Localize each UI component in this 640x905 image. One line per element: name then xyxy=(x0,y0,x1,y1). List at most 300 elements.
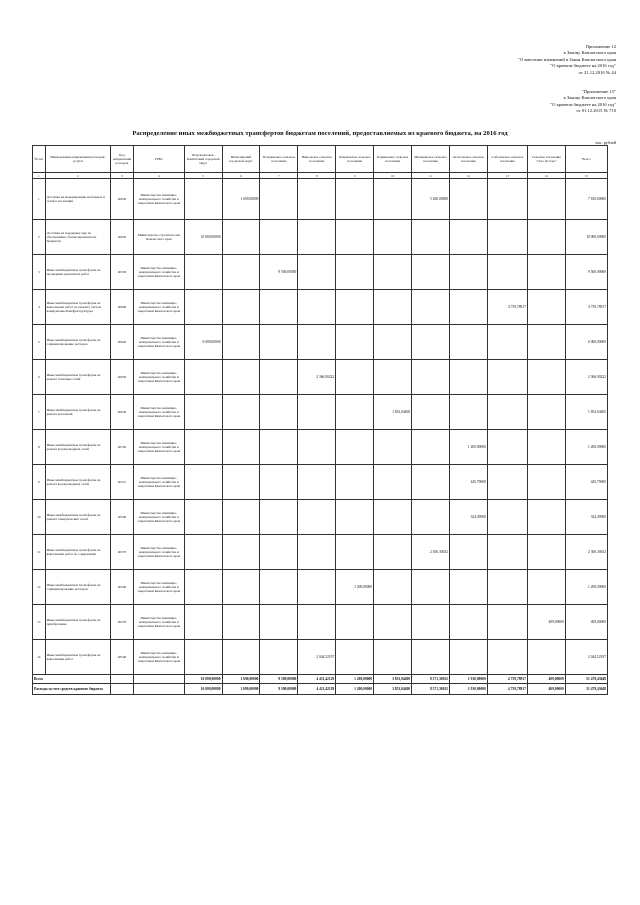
annex-block-2 xyxy=(550,89,616,115)
row-name: Иные межбюджетные трансферты на софинансирование расходов xyxy=(45,325,110,360)
row-number: 1 xyxy=(33,179,46,220)
totals-label: Всего xyxy=(33,675,111,684)
col-header-c9: Озерновское сельское поселение xyxy=(336,146,374,173)
row-value-c8 xyxy=(298,500,336,535)
row-value-c13 xyxy=(487,430,527,465)
row-grbs: Министерство жилищно-коммунального хозяйства и энергетики Камчатского края xyxy=(134,430,185,465)
row-total: 1 852,04400 xyxy=(565,395,607,430)
row-value-c13 xyxy=(487,640,527,675)
row-value-c5 xyxy=(184,570,222,605)
row-value-c8 xyxy=(298,465,336,500)
row-value-c6 xyxy=(222,465,260,500)
row-value-c10 xyxy=(374,465,412,500)
row-value-c9 xyxy=(336,179,374,220)
row-value-c6 xyxy=(222,255,260,290)
row-total: 1 200,00000 xyxy=(565,570,607,605)
totals-blank xyxy=(134,684,185,695)
row-value-c11 xyxy=(412,570,450,605)
totals-row xyxy=(33,675,608,684)
row-value-c5 xyxy=(184,179,222,220)
row-value-c10 xyxy=(374,430,412,465)
row-number: 6 xyxy=(33,360,46,395)
row-number: 4 xyxy=(33,290,46,325)
col-header-grbs: ГРБС xyxy=(134,146,185,173)
totals-value-c10: 3 853,04400 xyxy=(374,684,412,695)
row-value-c5 xyxy=(184,360,222,395)
row-value-c8: 2 366,90222 xyxy=(298,360,336,395)
table-row xyxy=(33,570,608,605)
annex-line: к Закону Камчатского края xyxy=(563,50,616,56)
row-value-c13 xyxy=(487,360,527,395)
row-code: 40530 xyxy=(110,255,133,290)
row-value-c13 xyxy=(487,255,527,290)
col-header-c5: Петропавловск-Камчатский городской округ xyxy=(184,146,222,173)
row-code: 40050 xyxy=(110,220,133,255)
table-body xyxy=(33,179,608,675)
table-row xyxy=(33,500,608,535)
row-total: 6 000,00000 xyxy=(565,325,607,360)
annex-line: от 21.12.2016 № 44 xyxy=(578,69,616,75)
totals-grand: 51 479,43648 xyxy=(565,684,607,695)
row-name: Иные межбюджетные трансферты на выполнение работ по ремонту систем коммунальной инфраструктуры xyxy=(45,290,110,325)
row-code: 40600 xyxy=(110,290,133,325)
row-grbs: Министерство жилищно-коммунального хозяйства и энергетики Камчатского края xyxy=(134,290,185,325)
col-header-c6: Вилючинский городской округ xyxy=(222,146,260,173)
row-value-c7 xyxy=(260,360,298,395)
row-value-c6 xyxy=(222,360,260,395)
row-code: 40540 xyxy=(110,640,133,675)
row-value-c5: 10 000,00000 xyxy=(184,220,222,255)
row-value-c5 xyxy=(184,500,222,535)
row-value-c6 xyxy=(222,570,260,605)
row-value-c7 xyxy=(260,430,298,465)
col-header-c13: Соболевское сельское поселение xyxy=(487,146,527,173)
row-value-c12 xyxy=(449,255,487,290)
row-value-c13 xyxy=(487,179,527,220)
row-value-c10: 1 852,04400 xyxy=(374,395,412,430)
row-value-c5 xyxy=(184,465,222,500)
row-value-c9 xyxy=(336,360,374,395)
column-number: 1 xyxy=(33,173,46,179)
row-value-c11 xyxy=(412,500,450,535)
row-name: Иные межбюджетные трансферты на ремонт водопроводных сетей xyxy=(45,430,110,465)
table-row xyxy=(33,290,608,325)
row-grbs: Министерство жилищно-коммунального хозяйства и энергетики Камчатского края xyxy=(134,500,185,535)
column-number: 11 xyxy=(412,173,450,179)
table-row xyxy=(33,255,608,290)
totals-label: Расходы за счет средств краевого бюджета xyxy=(33,684,111,695)
totals-value-c9: 1 200,00000 xyxy=(336,675,374,684)
row-value-c12 xyxy=(449,640,487,675)
row-total: 1 200,00000 xyxy=(565,430,607,465)
row-name: Иные межбюджетные трансферты на софинансирование расходов xyxy=(45,570,110,605)
annex-line: "О краевом бюджете на 2016 год" xyxy=(550,101,616,107)
row-value-c13 xyxy=(487,500,527,535)
column-number: 4 xyxy=(134,173,185,179)
row-code: 40570 xyxy=(110,535,133,570)
row-value-c14 xyxy=(527,325,565,360)
row-number: 8 xyxy=(33,430,46,465)
row-number: 13 xyxy=(33,605,46,640)
row-value-c13 xyxy=(487,535,527,570)
annex-line: от 01.12.2015 № 710 xyxy=(576,108,616,114)
row-value-c13 xyxy=(487,570,527,605)
row-number: 11 xyxy=(33,535,46,570)
totals-value-c7: 9 500,00000 xyxy=(260,684,298,695)
table-row xyxy=(33,179,608,220)
row-value-c7 xyxy=(260,605,298,640)
row-code: 40530 xyxy=(110,430,133,465)
totals-value-c12: 1 910,00000 xyxy=(449,684,487,695)
annex-line: к Закону Камчатского края xyxy=(563,95,616,101)
col-header-c7: Пограничное сельское поселение xyxy=(260,146,298,173)
row-grbs: Министерство жилищно-коммунального хозяйства и энергетики Камчатского края xyxy=(134,360,185,395)
row-value-c7 xyxy=(260,290,298,325)
document-title: Распределение иных межбюджетных трансфертов бюджетам поселений, предоставляемых из краевого бюджета, на 2016 год xyxy=(132,130,508,137)
totals-blank xyxy=(110,675,133,684)
budget-totals-row xyxy=(33,684,608,695)
row-value-c7 xyxy=(260,640,298,675)
totals-value-c5: 16 000,00000 xyxy=(184,684,222,695)
row-name: Иные межбюджетные трансферты на ремонт котельной xyxy=(45,395,110,430)
row-value-c8 xyxy=(298,395,336,430)
row-value-c11 xyxy=(412,220,450,255)
row-number: 7 xyxy=(33,395,46,430)
row-name: Иные межбюджетные трансферты на выполнение работ xyxy=(45,640,110,675)
row-value-c6 xyxy=(222,430,260,465)
row-value-c14 xyxy=(527,255,565,290)
row-value-c10 xyxy=(374,360,412,395)
totals-value-c8: 4 411,42129 xyxy=(298,684,336,695)
row-value-c10 xyxy=(374,290,412,325)
row-value-c10 xyxy=(374,179,412,220)
row-value-c9 xyxy=(336,290,374,325)
row-value-c11: 5 260,00000 xyxy=(412,179,450,220)
row-value-c9 xyxy=(336,395,374,430)
annex-line: "О краевом бюджете на 2016 год" xyxy=(550,63,616,69)
row-value-c12: 445,79000 xyxy=(449,465,487,500)
table-row xyxy=(33,605,608,640)
row-value-c9 xyxy=(336,535,374,570)
col-header-name: Наименование направления расходов/ услуги xyxy=(45,146,110,173)
table-row xyxy=(33,360,608,395)
row-total: 2 306,30032 xyxy=(565,535,607,570)
totals-grand: 51 479,43648 xyxy=(565,675,607,684)
column-number: 5 xyxy=(184,173,222,179)
col-header-total: Всего xyxy=(565,146,607,173)
row-value-c5 xyxy=(184,430,222,465)
row-grbs: Министерство жилищно-коммунального хозяйства и энергетики Камчатского края xyxy=(134,325,185,360)
row-value-c14 xyxy=(527,430,565,465)
row-number: 12 xyxy=(33,570,46,605)
row-code: 40540 xyxy=(110,500,133,535)
row-value-c12 xyxy=(449,325,487,360)
row-value-c8 xyxy=(298,535,336,570)
row-value-c12 xyxy=(449,535,487,570)
row-value-c7 xyxy=(260,570,298,605)
row-value-c7 xyxy=(260,535,298,570)
row-value-c12 xyxy=(449,179,487,220)
totals-value-c6: 1 690,00000 xyxy=(222,675,260,684)
column-number: 3 xyxy=(110,173,133,179)
row-value-c5 xyxy=(184,605,222,640)
row-name: Иные межбюджетные трансферты на ремонт водопроводных сетей xyxy=(45,465,110,500)
row-value-c12 xyxy=(449,290,487,325)
totals-blank xyxy=(110,684,133,695)
row-code: 40570 xyxy=(110,605,133,640)
row-name: Иные межбюджетные трансферты на приобретение xyxy=(45,605,110,640)
totals-value-c13: 4 759,78917 xyxy=(487,684,527,695)
totals-value-c13: 4 759,78917 xyxy=(487,675,527,684)
header-row xyxy=(33,146,608,173)
totals-value-c5: 16 000,00000 xyxy=(184,675,222,684)
row-total: 445,79000 xyxy=(565,465,607,500)
row-value-c8 xyxy=(298,325,336,360)
row-value-c14 xyxy=(527,500,565,535)
row-value-c14 xyxy=(527,570,565,605)
transfers-table xyxy=(32,145,608,695)
row-value-c6 xyxy=(222,605,260,640)
row-grbs: Министерство жилищно-коммунального хозяйства и энергетики Камчатского края xyxy=(134,535,185,570)
row-value-c13 xyxy=(487,325,527,360)
row-grbs: Министерство жилищно-коммунального хозяйства и энергетики Камчатского края xyxy=(134,605,185,640)
row-value-c11 xyxy=(412,255,450,290)
row-value-c7 xyxy=(260,325,298,360)
column-number: 13 xyxy=(487,173,527,179)
row-value-c14 xyxy=(527,179,565,220)
row-value-c9: 1 200,00000 xyxy=(336,570,374,605)
row-value-c7 xyxy=(260,179,298,220)
row-value-c13 xyxy=(487,395,527,430)
col-header-c10: Коряковское сельское поселение xyxy=(374,146,412,173)
totals-value-c7: 9 500,00000 xyxy=(260,675,298,684)
row-value-c10 xyxy=(374,535,412,570)
row-value-c7 xyxy=(260,465,298,500)
row-value-c12 xyxy=(449,605,487,640)
row-value-c8 xyxy=(298,220,336,255)
row-value-c5 xyxy=(184,535,222,570)
row-value-c9 xyxy=(336,220,374,255)
row-grbs: Министерство жилищно-коммунального хозяйства и энергетики Камчатского края xyxy=(134,640,185,675)
row-value-c11 xyxy=(412,290,450,325)
row-value-c8 xyxy=(298,179,336,220)
totals-value-c10: 3 853,04400 xyxy=(374,675,412,684)
column-number: 9 xyxy=(336,173,374,179)
row-value-c13 xyxy=(487,465,527,500)
row-code: 40050 xyxy=(110,395,133,430)
totals-value-c12: 1 910,00000 xyxy=(449,675,487,684)
column-number: 15 xyxy=(565,173,607,179)
annex-line: "О внесении изменений в Закон Камчатского края xyxy=(518,56,616,62)
totals-value-c11: 8 571,30032 xyxy=(412,684,450,695)
row-value-c8 xyxy=(298,290,336,325)
table-row xyxy=(33,640,608,675)
row-value-c12 xyxy=(449,220,487,255)
row-value-c9 xyxy=(336,255,374,290)
row-value-c6 xyxy=(222,325,260,360)
row-number: 3 xyxy=(33,255,46,290)
row-name: Иные межбюджетные трансферты на проведение ремонтных работ xyxy=(45,255,110,290)
row-code: 40540 xyxy=(110,570,133,605)
row-value-c8: 2 044,52197 xyxy=(298,640,336,675)
row-total: 2 366,90222 xyxy=(565,360,607,395)
row-value-c6 xyxy=(222,395,260,430)
row-value-c8 xyxy=(298,255,336,290)
row-grbs: Министерство жилищно-коммунального хозяйства и энергетики Камчатского края xyxy=(134,570,185,605)
row-value-c10 xyxy=(374,640,412,675)
column-number: 12 xyxy=(449,173,487,179)
row-value-c14 xyxy=(527,395,565,430)
row-code: 40050 xyxy=(110,360,133,395)
row-value-c14 xyxy=(527,290,565,325)
row-grbs: Министерство жилищно-коммунального хозяйства и энергетики Камчатского края xyxy=(134,395,185,430)
row-code: 40515 xyxy=(110,465,133,500)
row-value-c5 xyxy=(184,640,222,675)
row-value-c13 xyxy=(487,605,527,640)
row-value-c10 xyxy=(374,500,412,535)
row-value-c6: 1 690,00000 xyxy=(222,179,260,220)
row-number: 2 xyxy=(33,220,46,255)
row-total: 9 500,00000 xyxy=(565,255,607,290)
row-name: Доставка на поддержку мер по обеспечению сбалансированности бюджетов xyxy=(45,220,110,255)
column-number: 6 xyxy=(222,173,260,179)
row-value-c9 xyxy=(336,430,374,465)
col-header-c12: Атласовское сельское поселение xyxy=(449,146,487,173)
row-name: Иные межбюджетные трансферты на выполнение работ по содержанию xyxy=(45,535,110,570)
row-value-c5 xyxy=(184,290,222,325)
column-number: 10 xyxy=(374,173,412,179)
row-value-c11 xyxy=(412,395,450,430)
annex-line: Приложение 12 xyxy=(585,44,616,49)
row-value-c8 xyxy=(298,605,336,640)
row-value-c12 xyxy=(449,360,487,395)
row-value-c14 xyxy=(527,220,565,255)
row-value-c14 xyxy=(527,535,565,570)
column-number: 14 xyxy=(527,173,565,179)
row-value-c6 xyxy=(222,220,260,255)
row-value-c5 xyxy=(184,395,222,430)
row-value-c9 xyxy=(336,465,374,500)
row-grbs: Министерство жилищно-коммунального хозяйства и энергетики Камчатского края xyxy=(134,255,185,290)
row-value-c13: 4 759,78917 xyxy=(487,290,527,325)
row-value-c6 xyxy=(222,500,260,535)
col-header-num: № п/п xyxy=(33,146,46,173)
row-value-c9 xyxy=(336,605,374,640)
row-grbs: Министерство жилищно-коммунального хозяйства и энергетики Камчатского края xyxy=(134,179,185,220)
row-total: 4 759,78917 xyxy=(565,290,607,325)
row-value-c6 xyxy=(222,535,260,570)
col-header-c11: Мильковское сельское поселение xyxy=(412,146,450,173)
row-code: 40050 xyxy=(110,179,133,220)
row-value-c11 xyxy=(412,640,450,675)
row-number: 14 xyxy=(33,640,46,675)
annex-line: "Приложение 15" xyxy=(581,89,616,94)
row-value-c13 xyxy=(487,220,527,255)
totals-value-c8: 4 411,42129 xyxy=(298,675,336,684)
row-value-c5: 6 000,00000 xyxy=(184,325,222,360)
row-value-c12: 324,39000 xyxy=(449,500,487,535)
annex-block-1 xyxy=(518,44,616,76)
row-value-c10 xyxy=(374,605,412,640)
column-number: 7 xyxy=(260,173,298,179)
totals-value-c9: 1 200,00000 xyxy=(336,684,374,695)
row-name: Доставка на модернизацию котельных и сетей в поселении xyxy=(45,179,110,220)
row-value-c14: 409,00000 xyxy=(527,605,565,640)
row-value-c7: 9 500,00000 xyxy=(260,255,298,290)
totals-value-c11: 8 571,30032 xyxy=(412,675,450,684)
row-code: 40620 xyxy=(110,325,133,360)
row-value-c6 xyxy=(222,290,260,325)
table-row xyxy=(33,220,608,255)
row-value-c11 xyxy=(412,465,450,500)
row-value-c7 xyxy=(260,500,298,535)
col-header-c8: Никольское сельское поселение xyxy=(298,146,336,173)
row-value-c11 xyxy=(412,325,450,360)
row-value-c8 xyxy=(298,430,336,465)
row-value-c11 xyxy=(412,360,450,395)
row-value-c12 xyxy=(449,570,487,605)
row-value-c7 xyxy=(260,220,298,255)
row-value-c12 xyxy=(449,395,487,430)
row-value-c11 xyxy=(412,430,450,465)
row-value-c6 xyxy=(222,640,260,675)
row-value-c10 xyxy=(374,570,412,605)
totals-value-c14: 409,00000 xyxy=(527,675,565,684)
totals-value-c6: 1 690,00000 xyxy=(222,684,260,695)
col-header-code: Код направления расходов xyxy=(110,146,133,173)
table-row xyxy=(33,325,608,360)
row-total: 2 044,52197 xyxy=(565,640,607,675)
row-value-c14 xyxy=(527,640,565,675)
row-name: Иные межбюджетные трансферты на ремонт электрических сетей xyxy=(45,500,110,535)
row-grbs: Министерство строительства Камчатского края xyxy=(134,220,185,255)
row-value-c9 xyxy=(336,500,374,535)
row-value-c8 xyxy=(298,570,336,605)
row-number: 9 xyxy=(33,465,46,500)
row-grbs: Министерство жилищно-коммунального хозяйства и энергетики Камчатского края xyxy=(134,465,185,500)
row-total: 7 810,60000 xyxy=(565,179,607,220)
units-label: тыс. рублей xyxy=(595,140,616,145)
row-value-c5 xyxy=(184,255,222,290)
col-header-c14: Сельское поселение "село Оссора" xyxy=(527,146,565,173)
totals-blank xyxy=(134,675,185,684)
row-value-c10 xyxy=(374,220,412,255)
row-number: 10 xyxy=(33,500,46,535)
table-row xyxy=(33,395,608,430)
row-value-c7 xyxy=(260,395,298,430)
row-value-c10 xyxy=(374,255,412,290)
row-value-c9 xyxy=(336,640,374,675)
row-value-c11: 2 306,30032 xyxy=(412,535,450,570)
row-value-c10 xyxy=(374,325,412,360)
row-total: 10 000,00000 xyxy=(565,220,607,255)
table-row xyxy=(33,465,608,500)
column-number: 2 xyxy=(45,173,110,179)
totals-value-c14: 409,00000 xyxy=(527,684,565,695)
row-number: 5 xyxy=(33,325,46,360)
row-value-c14 xyxy=(527,465,565,500)
row-value-c14 xyxy=(527,360,565,395)
row-value-c11 xyxy=(412,605,450,640)
row-total: 409,00000 xyxy=(565,605,607,640)
column-number: 8 xyxy=(298,173,336,179)
row-total: 324,39000 xyxy=(565,500,607,535)
row-value-c9 xyxy=(336,325,374,360)
row-name: Иные межбюджетные трансферты на ремонт тепловых сетей xyxy=(45,360,110,395)
table-row xyxy=(33,535,608,570)
table-row xyxy=(33,430,608,465)
row-value-c12: 1 200,00000 xyxy=(449,430,487,465)
